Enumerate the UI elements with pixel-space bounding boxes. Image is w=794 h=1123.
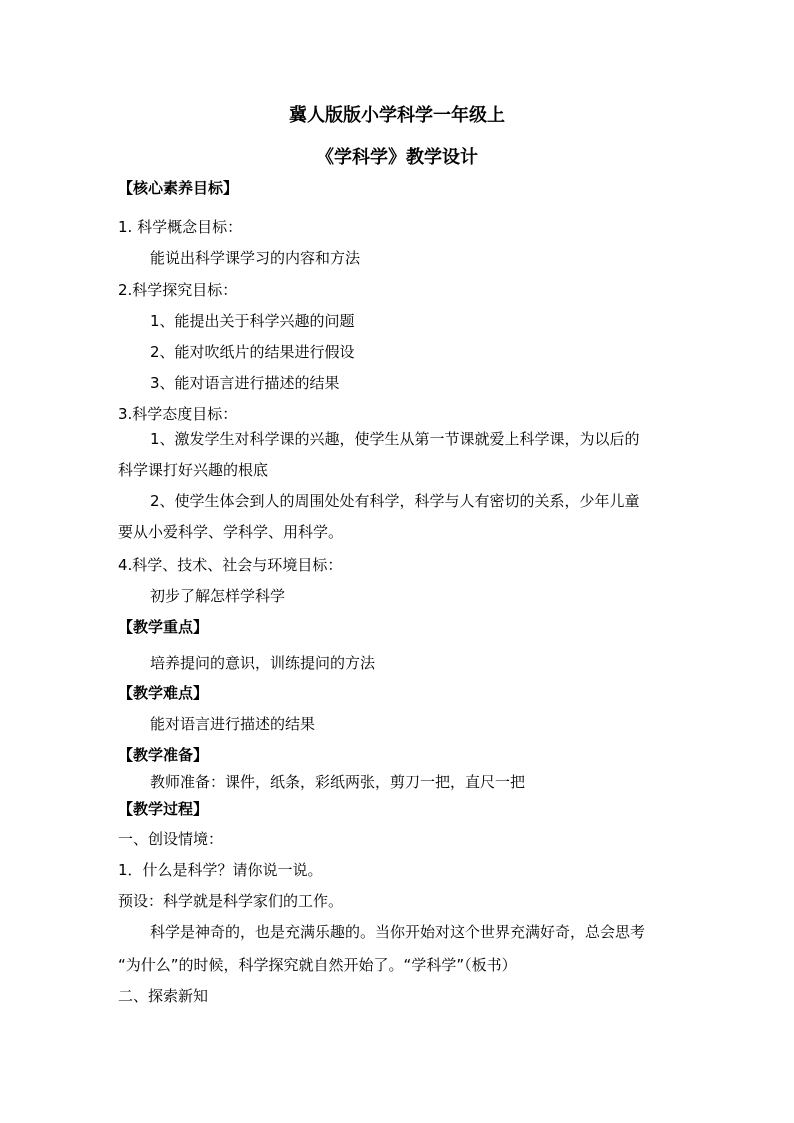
goal-concept-label: 1. 科学概念目标：	[118, 218, 243, 236]
goal-inquiry-item: 1、能提出关于科学兴趣的问题	[150, 312, 355, 330]
process-part-two: 二、探索新知	[118, 987, 209, 1005]
section-heading-process: 【教学过程】	[118, 800, 209, 818]
goal-attitude-label: 3.科学态度目标：	[118, 405, 238, 423]
goal-inquiry-label: 2.科学探究目标：	[118, 281, 238, 299]
goal-sts-label: 4.科学、技术、社会与环境目标：	[118, 556, 343, 574]
goal-attitude-item-line: 1、激发学生对科学课的兴趣，使学生从第一节课就爱上科学课，为以后的	[150, 430, 640, 448]
process-paragraph-line: 科学是神奇的，也是充满乐趣的。当你开始对这个世界充满好奇，总会思考	[150, 923, 646, 941]
process-paragraph-line: “为什么”的时候，科学探究就自然开始了。“学科学”（板书）	[118, 956, 517, 974]
preparation-text: 教师准备：课件，纸条，彩纸两张，剪刀一把，直尺一把	[150, 773, 526, 791]
goal-inquiry-item: 2、能对吹纸片的结果进行假设	[150, 343, 355, 361]
process-question: 1．什么是科学？请你说一说。	[118, 861, 323, 879]
goal-attitude-item-line: 科学课打好兴趣的根底	[118, 461, 269, 479]
goal-sts-text: 初步了解怎样学科学	[150, 587, 286, 605]
process-preset: 预设：科学就是科学家们的工作。	[118, 892, 344, 910]
process-part-one: 一、创设情境：	[118, 830, 224, 848]
document-subtitle: 《学科学》教学设计	[316, 147, 478, 168]
document-title: 冀人版版小学科学一年级上	[289, 105, 505, 126]
goal-concept-text: 能说出科学课学习的内容和方法	[150, 249, 361, 267]
goal-inquiry-item: 3、能对语言进行描述的结果	[150, 374, 340, 392]
section-heading-key-points: 【教学重点】	[118, 618, 209, 636]
goal-attitude-item-line: 2、使学生体会到人的周围处处有科学，科学与人有密切的关系，少年儿童	[150, 492, 640, 510]
goal-attitude-item-line: 要从小爱科学、学科学、用科学。	[118, 523, 344, 541]
section-heading-difficulties: 【教学难点】	[118, 684, 209, 702]
difficulties-text: 能对语言进行描述的结果	[150, 715, 316, 733]
section-heading-core-goals: 【核心素养目标】	[118, 179, 239, 197]
key-points-text: 培养提问的意识，训练提问的方法	[150, 654, 376, 672]
section-heading-preparation: 【教学准备】	[118, 746, 209, 764]
